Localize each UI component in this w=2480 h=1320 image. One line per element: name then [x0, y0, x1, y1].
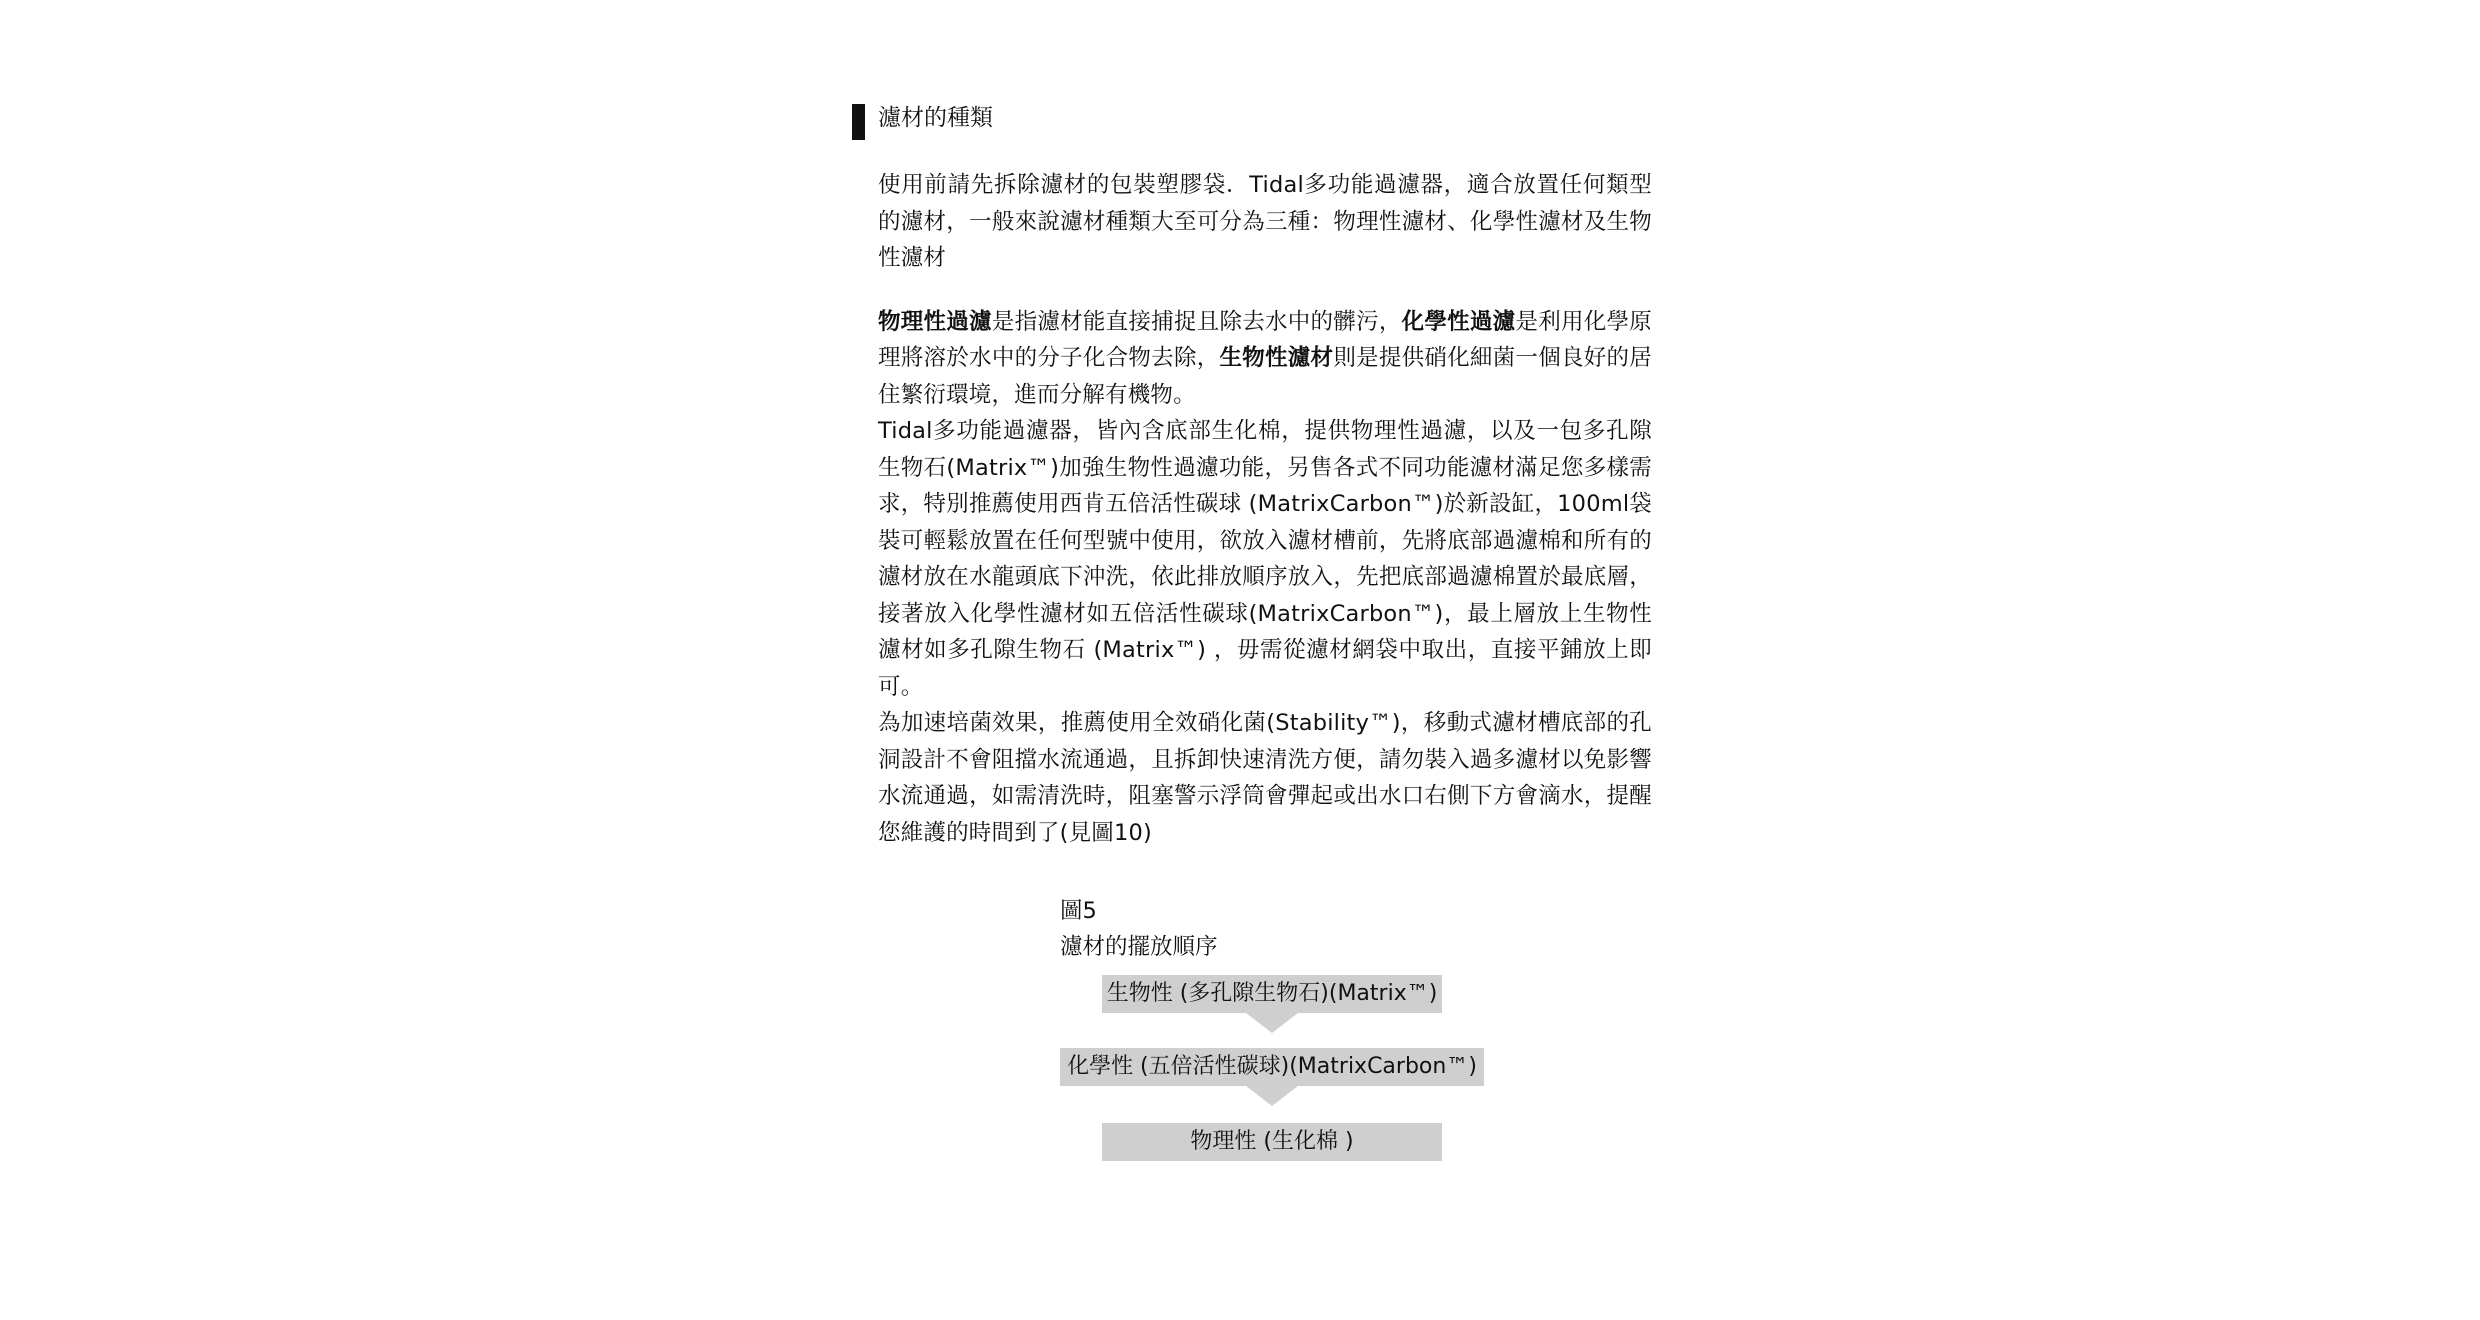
step-physical-box: 物理性 (生化棉 )	[1102, 1123, 1442, 1161]
spacer	[872, 140, 1652, 167]
term-biological: 生物性濾材	[1219, 345, 1334, 371]
step-biological-box: 生物性 (多孔隙生物石)(Matrix™)	[1102, 975, 1442, 1013]
maintenance-paragraph: 為加速培菌效果，推薦使用全效硝化菌(Stability™)，移動式濾材槽底部的孔洞設計不會阻擋水流通過，且拆卸快速清洗方便，請勿裝入過多濾材以免影響水流通過，如需清洗時，阻塞警示浮筒會彈起或出水口右側下方會滴水，提醒您維護的時間到了(見圖10)	[878, 710, 1652, 846]
down-arrow-icon	[1246, 1013, 1298, 1033]
term-chemical: 化學性過濾	[1401, 308, 1516, 335]
text-column	[872, 96, 1652, 851]
usage-paragraph: Tidal多功能過濾器，皆內含底部生化棉，提供物理性過濾，以及一包多孔隙生物石(Matrix™)加強生物性過濾功能，另售各式不同功能濾材滿足您多樣需求，特別推薦使用西肯五倍活性碳球 (MatrixCarbon™)於新設缸，100ml袋裝可輕鬆放置在任何型號中使用，欲放入濾材槽前，先將底部過濾棉和所有的濾材放在水龍頭底下沖洗，依此排放順序放入，先把底部過濾棉置於最底層，接著放入化學性濾材如五倍活性碳球(MatrixCarbon™)，最上層放上生物性濾材如多孔隙生物石 (Matrix™) ，毋需從濾材網袋中取出，直接平鋪放上即可。	[878, 418, 1652, 700]
heading-marker-bar	[852, 104, 865, 140]
step-chemical-box: 化學性 (五倍活性碳球)(MatrixCarbon™)	[1060, 1048, 1484, 1086]
text-physical: 是指濾材能直接捕捉且除去水中的髒污，	[991, 308, 1402, 335]
filtration-types-paragraph	[872, 304, 1652, 414]
media-order-diagram	[1060, 975, 1500, 1175]
section-heading	[872, 96, 1652, 140]
section-title: 濾材的種類	[878, 105, 993, 131]
figure-caption: 濾材的擺放順序	[1060, 934, 1218, 960]
text-biological: 則是提供硝化細菌一個良好的居住繁衍環境，進而分解有機物。	[878, 345, 1652, 408]
spacer	[872, 277, 1652, 304]
down-arrow-icon	[1246, 1086, 1298, 1106]
figure-header	[1060, 893, 1500, 965]
intro-paragraph: 使用前請先拆除濾材的包裝塑膠袋．Tidal多功能過濾器，適合放置任何類型的濾材，一般來說濾材種類大至可分為三種：物理性濾材、化學性濾材及生物性濾材	[878, 172, 1652, 271]
term-physical: 物理性過濾	[878, 308, 992, 335]
figure-number: 圖5	[1060, 898, 1097, 924]
text-chemical: 是利用化學原理將溶於水中的分子化合物去除，	[878, 308, 1652, 371]
